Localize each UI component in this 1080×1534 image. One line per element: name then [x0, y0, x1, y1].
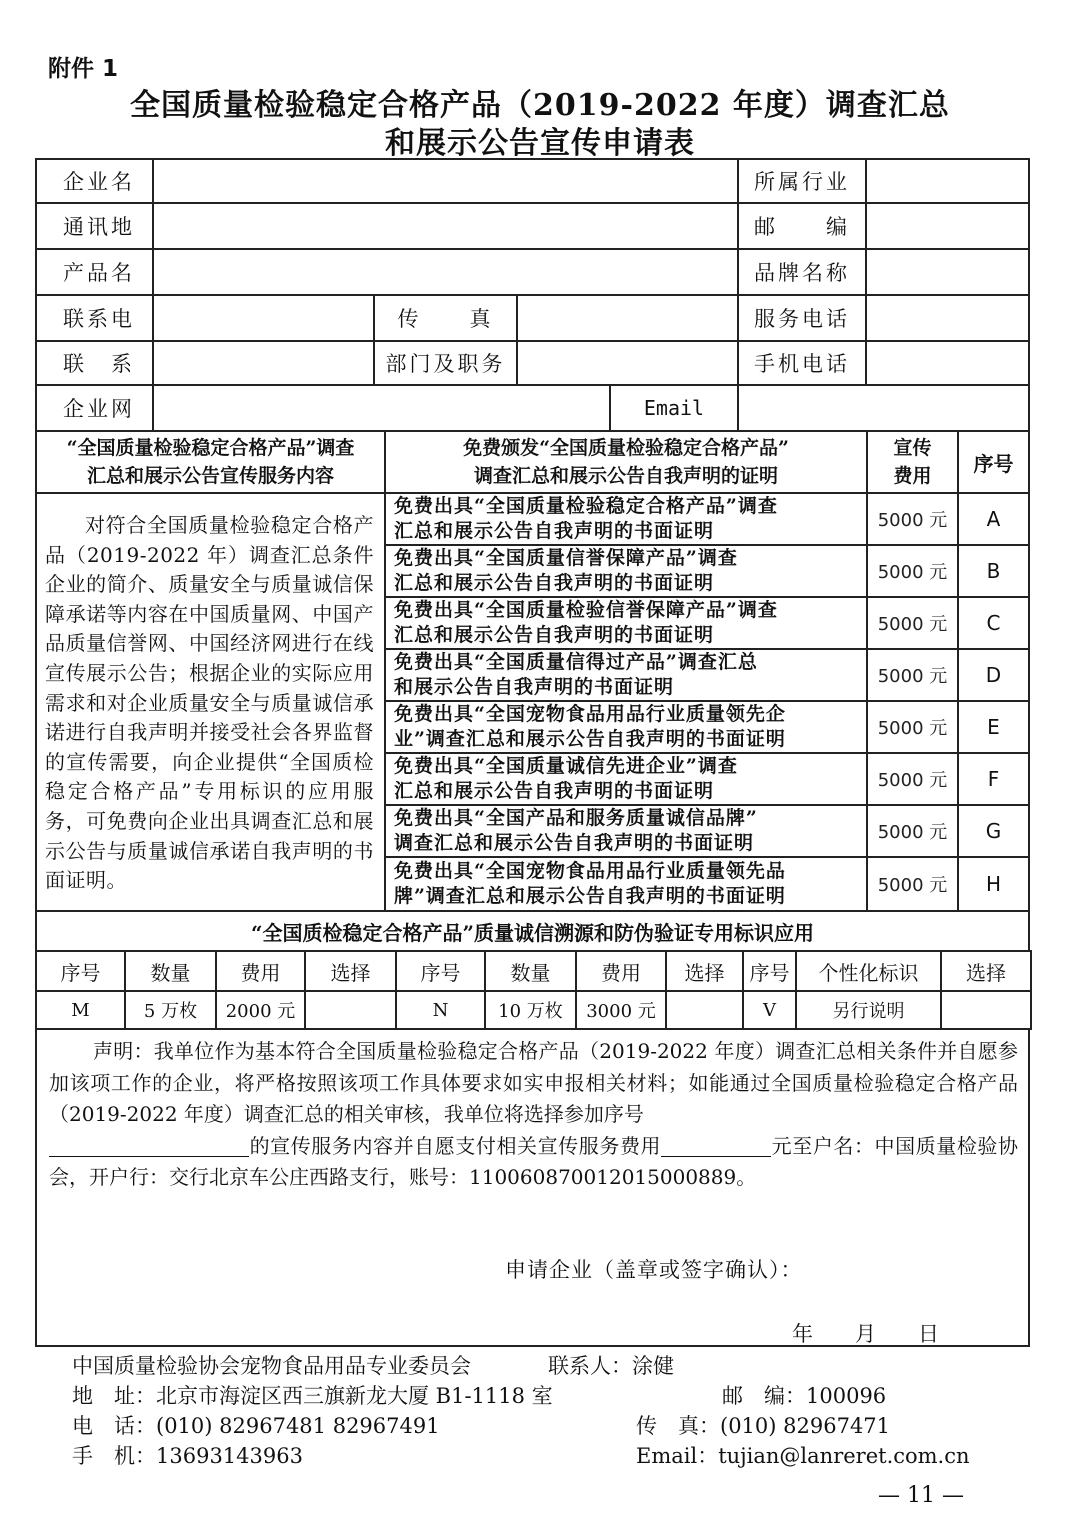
service-content-header [35, 430, 386, 494]
service-item-h [384, 856, 868, 912]
service-item-line1: 免费出具“全国产品和服务质量诚信品牌” [394, 807, 758, 829]
mark-value-qty-n: 10 万枚 [484, 990, 577, 1030]
declaration-text [37, 1030, 1028, 1194]
declaration-part2: 的宣传服务内容并自愿支付相关宣传服务费用 [249, 1133, 662, 1158]
service-fee-d: 5000 元 [866, 648, 959, 702]
service-fee-g: 5000 元 [866, 804, 959, 858]
service-seq-g[interactable]: G [957, 804, 1030, 858]
service-item-line1: 免费出具“全国质量诚信先进企业”调查 [394, 755, 738, 777]
address-label: 通讯地 [35, 202, 154, 250]
mark-value-qty-m: 5 万枚 [124, 990, 217, 1030]
mark-header-select-n: 选择 [665, 950, 744, 992]
mark-header-seq-m: 序号 [35, 950, 126, 992]
fee-header-line2: 费用 [893, 465, 932, 487]
service-item-line1: 免费出具“全国宠物食品用品行业质量领先企 [394, 703, 786, 725]
certificate-header-line2: 调查汇总和展示公告自我声明的证明 [473, 465, 778, 487]
mark-value-select-n[interactable] [665, 990, 744, 1030]
footer-phone: 电 话：(010) 82967481 82967491 [72, 1414, 440, 1438]
service-seq-c[interactable]: C [957, 596, 1030, 650]
mark-header-seq-n: 序号 [395, 950, 486, 992]
form-title-line1: 全国质量检验稳定合格产品（2019-2022 年度）调查汇总 [130, 88, 950, 123]
service-item-b [384, 544, 868, 598]
service-item-f [384, 752, 868, 806]
mark-value-custom-mark: 另行说明 [795, 990, 942, 1030]
industry-label: 所属行业 [737, 158, 867, 204]
service-item-g [384, 804, 868, 858]
attachment-label: 附件 1 [48, 56, 119, 82]
service-fee-a: 5000 元 [866, 492, 959, 546]
certificate-header-line1: 免费颁发“全国质量检验稳定合格产品” [463, 437, 789, 459]
address-field[interactable] [152, 202, 739, 250]
contact-label: 联 系 [35, 340, 154, 386]
website-field[interactable] [152, 384, 611, 432]
brand-field[interactable] [865, 248, 1030, 296]
service-item-line2: 汇总和展示公告自我声明的书面证明 [394, 780, 715, 802]
mark-value-seq-v: V [742, 990, 797, 1030]
footer-email[interactable]: Email：tujian@lanreret.com.cn [636, 1444, 970, 1468]
mark-value-seq-m: M [35, 990, 126, 1030]
footer-address: 地 址：北京市海淀区西三旗新龙大厦 B1-1118 室 [72, 1384, 553, 1408]
fax-field[interactable] [516, 294, 739, 342]
service-content-header-line2: 汇总和展示公告宣传服务内容 [86, 465, 334, 487]
service-fee-e: 5000 元 [866, 700, 959, 754]
footer-postcode: 邮 编：100096 [722, 1384, 887, 1408]
email-label: Email [609, 384, 739, 432]
service-fee-c: 5000 元 [866, 596, 959, 650]
service-item-line2: 调查汇总和展示公告自我声明的书面证明 [394, 832, 755, 854]
certificate-header [384, 430, 868, 494]
mark-value-seq-n: N [395, 990, 486, 1030]
service-item-line2: 汇总和展示公告自我声明的书面证明 [394, 624, 715, 646]
signature-date: 年 月 日 [792, 1322, 939, 1346]
mark-value-select-v[interactable] [940, 990, 1032, 1030]
brand-label: 品牌名称 [737, 248, 867, 296]
service-item-line2: 业”调查汇总和展示公告自我声明的书面证明 [394, 728, 786, 750]
service-item-a [384, 492, 868, 546]
fee-header-line1: 宣传 [893, 437, 932, 459]
footer-contact: 联系人：涂健 [548, 1354, 674, 1378]
service-fee-b: 5000 元 [866, 544, 959, 598]
mark-header-seq-v: 序号 [742, 950, 797, 992]
service-seq-d[interactable]: D [957, 648, 1030, 702]
service-item-e [384, 700, 868, 754]
mark-header-qty-n: 数量 [484, 950, 577, 992]
service-content-header-line1: “全国质量检验稳定合格产品”调查 [66, 437, 355, 459]
website-label: 企业网 [35, 384, 154, 432]
email-field[interactable] [737, 384, 1030, 432]
industry-field[interactable] [865, 158, 1030, 204]
seq-blank[interactable] [49, 1134, 249, 1157]
service-item-c [384, 596, 868, 650]
service-item-line2: 汇总和展示公告自我声明的书面证明 [394, 520, 715, 542]
service-seq-e[interactable]: E [957, 700, 1030, 754]
service-item-line1: 免费出具“全国质量信得过产品”调查汇总 [394, 651, 758, 673]
mark-section-title: “全国质检稳定合格产品”质量诚信溯源和防伪验证专用标识应用 [35, 910, 1030, 952]
footer-org: 中国质量检验协会宠物食品用品专业委员会 [72, 1354, 471, 1378]
service-seq-f[interactable]: F [957, 752, 1030, 806]
fax-label: 传 真 [373, 294, 518, 342]
service-item-line2: 牌”调查汇总和展示公告自我声明的书面证明 [394, 885, 786, 907]
postcode-label: 邮 编 [737, 202, 867, 250]
phone-label: 联系电 [35, 294, 154, 342]
mark-header-fee-n: 费用 [575, 950, 667, 992]
service-description: 对符合全国质量检验稳定合格产品（2019-2022 年）调查汇总条件企业的简介、质量安全与质量诚信保障承诺等内容在中国质量网、中国产品质量信誉网、中国经济网进行在线宣传展示公告；根据企业的实际应用需求和对企业质量安全与质量诚信承诺进行自我声明并接受社会各界监督的宣传需要，向企业提供“全国质检稳定合格产品”专用标识的应用服务，可免费向企业出具调查汇总和展示公告与质量诚信承诺自我声明的书面证明。 [45, 513, 374, 893]
product-label: 产品名 [35, 248, 154, 296]
mark-header-select-m: 选择 [304, 950, 397, 992]
mark-value-select-m[interactable] [304, 990, 397, 1030]
page-number: — 11 — [878, 1483, 964, 1508]
footer-mobile: 手 机：13693143963 [72, 1444, 303, 1468]
department-field[interactable] [516, 340, 739, 386]
service-item-line2: 和展示公告自我声明的书面证明 [394, 676, 675, 698]
footer-fax: 传 真：(010) 82967471 [636, 1414, 891, 1438]
service-item-d [384, 648, 868, 702]
contact-field[interactable] [152, 340, 375, 386]
fee-header [866, 430, 959, 494]
applicant-signature-label: 申请企业（盖章或签字确认）： [505, 1258, 803, 1282]
form-title-line2: 和展示公告宣传申请表 [385, 126, 695, 161]
service-seq-b[interactable]: B [957, 544, 1030, 598]
mobile-label: 手机电话 [737, 340, 867, 386]
mark-header-fee-m: 费用 [215, 950, 306, 992]
service-fee-h: 5000 元 [866, 856, 959, 912]
service-seq-h[interactable]: H [957, 856, 1030, 912]
service-item-line1: 免费出具“全国质量检验信誉保障产品”调查 [394, 599, 778, 621]
company-name-field[interactable] [152, 158, 739, 204]
service-phone-label: 服务电话 [737, 294, 867, 342]
postcode-field[interactable] [865, 202, 1030, 250]
mark-header-select-v: 选择 [940, 950, 1032, 992]
service-seq-a[interactable]: A [957, 492, 1030, 546]
product-field[interactable] [152, 248, 739, 296]
mark-value-fee-n: 3000 元 [575, 990, 667, 1030]
mark-header-custom-mark: 个性化标识 [795, 950, 942, 992]
service-item-line1: 免费出具“全国宠物食品用品行业质量领先品 [394, 860, 786, 882]
service-item-line1: 免费出具“全国质量检验稳定合格产品”调查 [394, 495, 778, 517]
department-label: 部门及职务 [373, 340, 518, 386]
declaration-part3: 元至户名：中国质量检验协会，开户行：交行北京车公庄西路支行，账号：110060870012015000889。 [49, 1133, 1019, 1189]
fee-blank[interactable] [661, 1134, 771, 1157]
declaration-part1: 声明：我单位作为基本符合全国质量检验稳定合格产品（2019-2022 年度）调查汇总相关条件并自愿参加该项工作的企业，将严格按照该项工作具体要求如实申报相关材料；如能通过全国质量检验稳定合格产品（2019-2022 年度）调查汇总的相关审核，我单位将选择参加序号 [49, 1039, 1018, 1126]
seq-header: 序号 [957, 430, 1030, 494]
mark-value-fee-m: 2000 元 [215, 990, 306, 1030]
mark-header-qty-m: 数量 [124, 950, 217, 992]
company-name-label: 企业名 [35, 158, 154, 204]
mobile-field[interactable] [865, 340, 1030, 386]
phone-field[interactable] [152, 294, 375, 342]
service-item-line1: 免费出具“全国质量信誉保障产品”调查 [394, 547, 738, 569]
service-fee-f: 5000 元 [866, 752, 959, 806]
service-item-line2: 汇总和展示公告自我声明的书面证明 [394, 572, 715, 594]
service-phone-field[interactable] [865, 294, 1030, 342]
